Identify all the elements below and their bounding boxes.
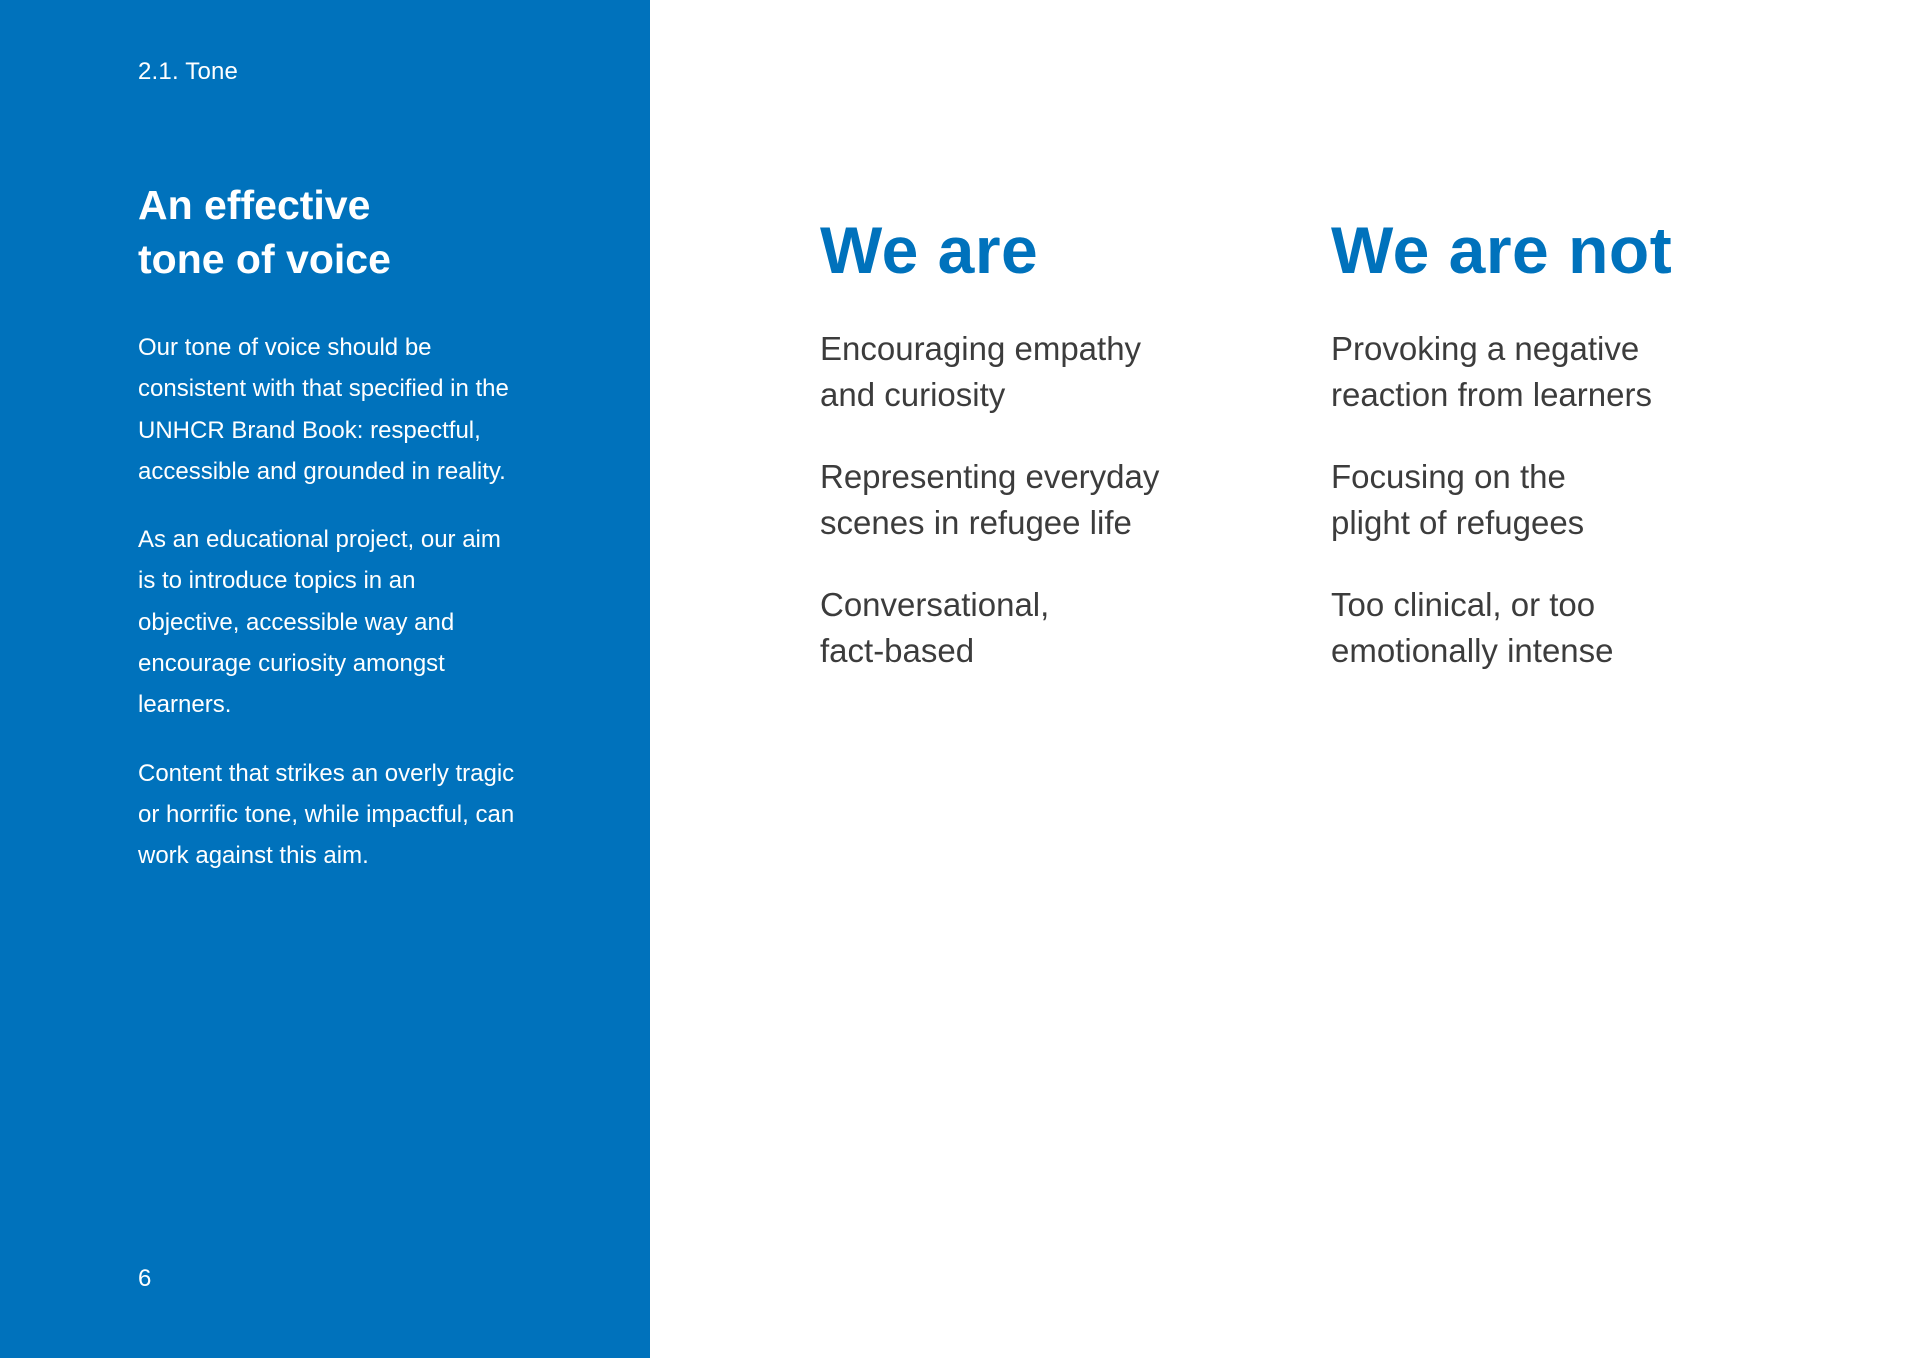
left-panel [0, 0, 650, 1358]
we-are-not-item-line: Provoking a negative [1331, 330, 1640, 367]
we-are-not-item-line: Focusing on the [1331, 458, 1566, 495]
we-are-not-item-line: reaction from learners [1331, 376, 1652, 413]
we-are-item-line: scenes in refugee life [820, 504, 1132, 541]
intro-paragraph-1: Our tone of voice should be consistent with that specified in the UNHCR Brand Book: respectful, accessible and grounded in reality. [138, 334, 509, 485]
we-are-heading: We are [820, 213, 1039, 287]
we-are-not-item [1331, 326, 1831, 418]
page-title-line-2: tone of voice [138, 236, 391, 282]
we-are-item-line: Encouraging empathy [820, 330, 1142, 367]
intro-paragraph-2: As an educational project, our aim is to introduce topics in an objective, accessible way and encourage curiosity amongst learners. [138, 526, 501, 719]
we-are-not-column [1331, 208, 1831, 710]
intro-paragraph-3: Content that strikes an overly tragic or horrific tone, while impactful, can work against this aim. [138, 759, 515, 870]
we-are-not-item-line: emotionally intense [1331, 632, 1614, 669]
we-are-item-line: Conversational, [820, 586, 1050, 623]
we-are-not-item-line: Too clinical, or too [1331, 586, 1596, 623]
we-are-item [820, 582, 1290, 674]
page-number: 6 [138, 1265, 152, 1292]
intro-text [138, 327, 518, 904]
we-are-column [820, 208, 1290, 710]
we-are-not-item [1331, 454, 1831, 546]
page-title-line-1: An effective [138, 182, 371, 228]
we-are-not-item-line: plight of refugees [1331, 504, 1585, 541]
we-are-item-line: and curiosity [820, 376, 1006, 413]
we-are-item-line: fact-based [820, 632, 975, 669]
we-are-not-heading: We are not [1331, 213, 1673, 287]
page-title [138, 178, 558, 286]
section-label: 2.1. Tone [138, 58, 239, 85]
we-are-item [820, 454, 1290, 546]
we-are-not-item [1331, 582, 1831, 674]
we-are-item [820, 326, 1290, 418]
we-are-item-line: Representing everyday [820, 458, 1160, 495]
